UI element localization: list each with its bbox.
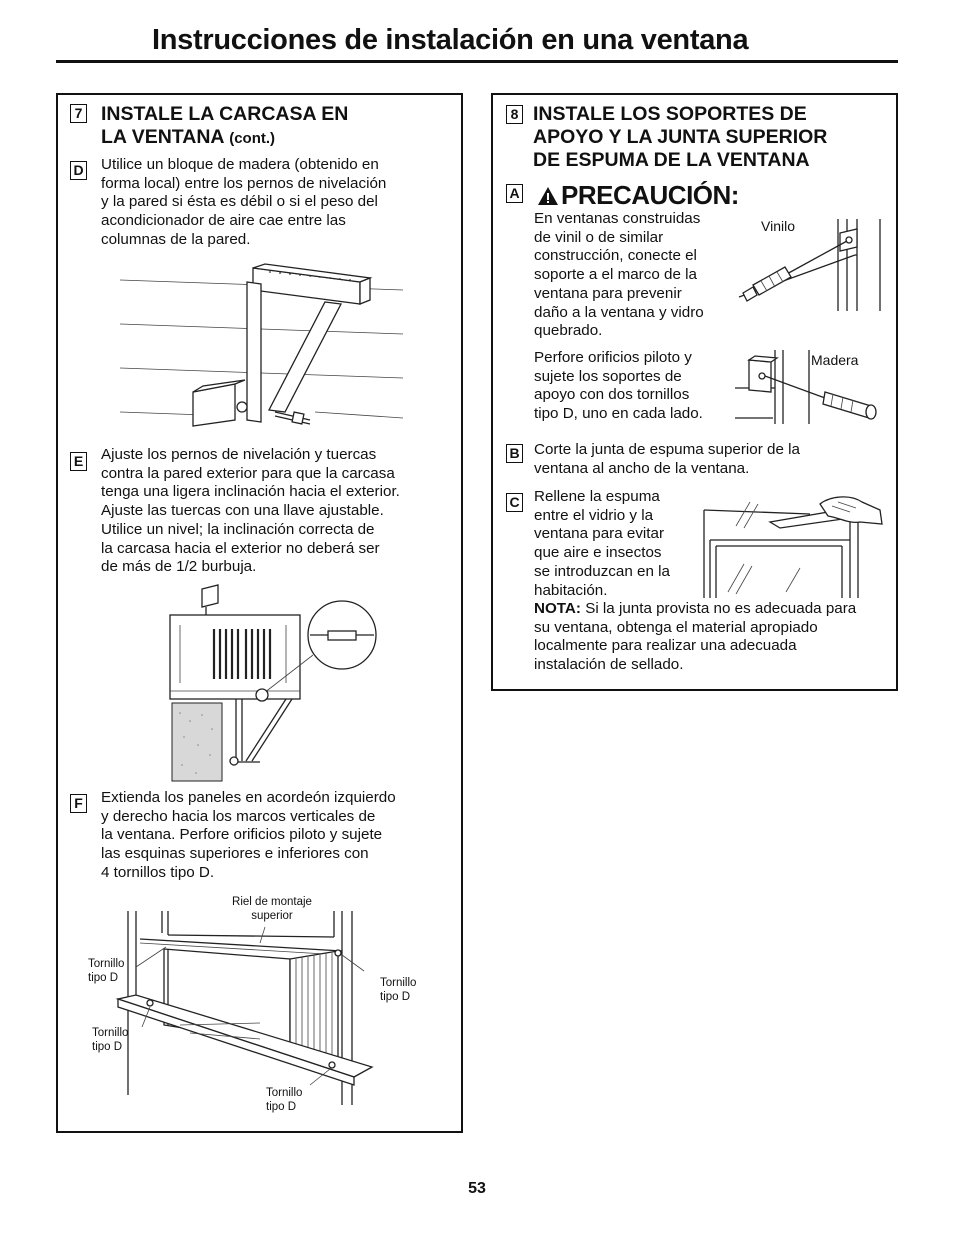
screw-label-line1: Tornillo <box>266 1087 303 1099</box>
substep-d-letter: D <box>70 161 87 180</box>
b-line: Corte la junta de espuma superior de la <box>534 441 800 458</box>
a-wood-line: sujete los soportes de <box>534 367 682 385</box>
accordion-panels-illustration <box>110 905 390 1115</box>
cabinet-level-illustration <box>168 585 383 785</box>
a-vinyl-line: soporte a el marco de la <box>534 266 697 284</box>
warning-triangle-icon <box>537 186 559 206</box>
c-line: se introduzcan en la <box>534 562 670 580</box>
screw-label-line2: tipo D <box>266 1101 297 1113</box>
screw-label-right <box>380 976 416 1004</box>
substep-c-letter: C <box>506 493 523 512</box>
step-7-heading-line1: INSTALE LA CARCASA EN <box>101 103 349 125</box>
screw-label-lower-left <box>92 1026 128 1054</box>
e-line: tenga una ligera inclinación hacia el exterior. <box>101 483 400 501</box>
top-rail-label <box>227 895 317 923</box>
page-number: 53 <box>468 1180 486 1197</box>
step-7-heading-line2: LA VENTANA <box>101 126 224 148</box>
step-8-heading-line: APOYO Y LA JUNTA SUPERIOR <box>533 126 828 148</box>
substep-a-letter: A <box>506 184 523 203</box>
rail-label-line1: Riel de montaje <box>232 896 312 908</box>
substep-b-text <box>534 441 800 478</box>
substep-c-note <box>534 600 856 675</box>
d-line: columnas de la pared. <box>101 230 251 248</box>
e-line: Ajuste los pernos de nivelación y tuercas <box>101 446 377 463</box>
substep-a-vinyl-text <box>534 210 704 341</box>
screw-label-line2: tipo D <box>88 972 119 984</box>
title-rule <box>56 60 898 63</box>
c-line: Rellene la espuma <box>534 488 660 505</box>
step-8-heading-line: DE ESPUMA DE LA VENTANA <box>533 149 810 171</box>
e-line: contra la pared exterior para que la carcasa <box>101 464 395 482</box>
a-vinyl-line: daño a la ventana y vidro <box>534 303 704 321</box>
c-line: habitación. <box>534 581 608 599</box>
step-7-heading-cont: (cont.) <box>229 130 276 147</box>
e-line: la carcasa hacia el exterior no deberá ser <box>101 539 380 557</box>
substep-f-letter: F <box>70 794 87 813</box>
note-line: localmente para realizar una adecuada <box>534 637 797 655</box>
step-8-heading-line: INSTALE LOS SOPORTES DE <box>533 103 807 125</box>
caution-heading <box>537 180 739 211</box>
c-line: ventana para evitar <box>534 525 665 543</box>
substep-e-text <box>101 446 400 577</box>
a-vinyl-line: construcción, conecte el <box>534 247 697 265</box>
c-line: que aire e insectos <box>534 544 662 562</box>
f-line: la ventana. Perfore orificios piloto y sujete <box>101 826 383 844</box>
a-vinyl-line: ventana para prevenir <box>534 284 682 302</box>
note-line: su ventana, obtenga el material apropiado <box>534 618 818 636</box>
substep-d-text <box>101 156 386 250</box>
window-foam-illustration <box>700 488 890 600</box>
substep-b-letter: B <box>506 444 523 463</box>
step-8-heading <box>533 103 827 172</box>
e-line: Utilice un nivel; la inclinación correcta de <box>101 520 375 538</box>
screw-label-line1: Tornillo <box>88 958 125 970</box>
a-wood-line: tipo D, uno en cada lado. <box>534 405 703 423</box>
screw-label-bottom <box>266 1086 302 1114</box>
wood-label: Madera <box>811 352 859 368</box>
f-line: Extienda los paneles en acordeón izquierdo <box>101 789 396 806</box>
d-line: y la pared si ésta es débil o si el peso del <box>101 193 378 211</box>
note-line: Si la junta provista no es adecuada para <box>580 600 857 617</box>
screw-label-line1: Tornillo <box>380 977 417 989</box>
d-line: Utilice un bloque de madera (obtenido en <box>101 156 379 173</box>
note-label: NOTA: <box>534 600 581 617</box>
a-wood-line: apoyo con dos tornillos <box>534 386 690 404</box>
screw-label-upper-left <box>88 957 124 985</box>
a-vinyl-line: de vinil o de similar <box>534 228 664 246</box>
screw-label-line2: tipo D <box>92 1041 123 1053</box>
f-line: las esquinas superiores e inferiores con <box>101 845 369 863</box>
screw-label-line1: Tornillo <box>92 1027 129 1039</box>
e-line: de más de 1/2 burbuja. <box>101 558 257 576</box>
c-line: entre el vidrio y la <box>534 506 654 524</box>
wood-screwdriver-illustration <box>733 348 883 428</box>
step-7-number: 7 <box>70 104 87 123</box>
substep-f-text <box>101 789 396 883</box>
a-vinyl-line: En ventanas construidas <box>534 210 701 227</box>
note-line: instalación de sellado. <box>534 656 684 674</box>
f-line: 4 tornillos tipo D. <box>101 863 215 881</box>
rail-label-line2: superior <box>251 910 293 922</box>
substep-e-letter: E <box>70 452 87 471</box>
b-line: ventana al ancho de la ventana. <box>534 459 750 477</box>
page-title: Instrucciones de instalación en una ventana <box>152 24 749 56</box>
vinyl-screwdriver-illustration <box>735 215 885 315</box>
step-7-heading <box>101 103 348 150</box>
a-vinyl-line: quebrado. <box>534 322 603 340</box>
a-wood-line: Perfore orificios piloto y <box>534 349 692 366</box>
e-line: Ajuste las tuercas con una llave ajustable. <box>101 502 384 520</box>
caution-label: PRECAUCIÓN: <box>561 180 739 210</box>
substep-c-text <box>534 488 670 600</box>
leveling-bracket-illustration <box>115 262 415 432</box>
f-line: y derecho hacia los marcos verticales de <box>101 807 376 825</box>
vinyl-label: Vinilo <box>761 218 795 234</box>
d-line: acondicionador de aire cae entre las <box>101 212 346 230</box>
d-line: forma local) entre los pernos de nivelación <box>101 174 387 192</box>
screw-label-line2: tipo D <box>380 991 411 1003</box>
step-8-number: 8 <box>506 105 523 124</box>
substep-a-wood-text <box>534 349 703 424</box>
